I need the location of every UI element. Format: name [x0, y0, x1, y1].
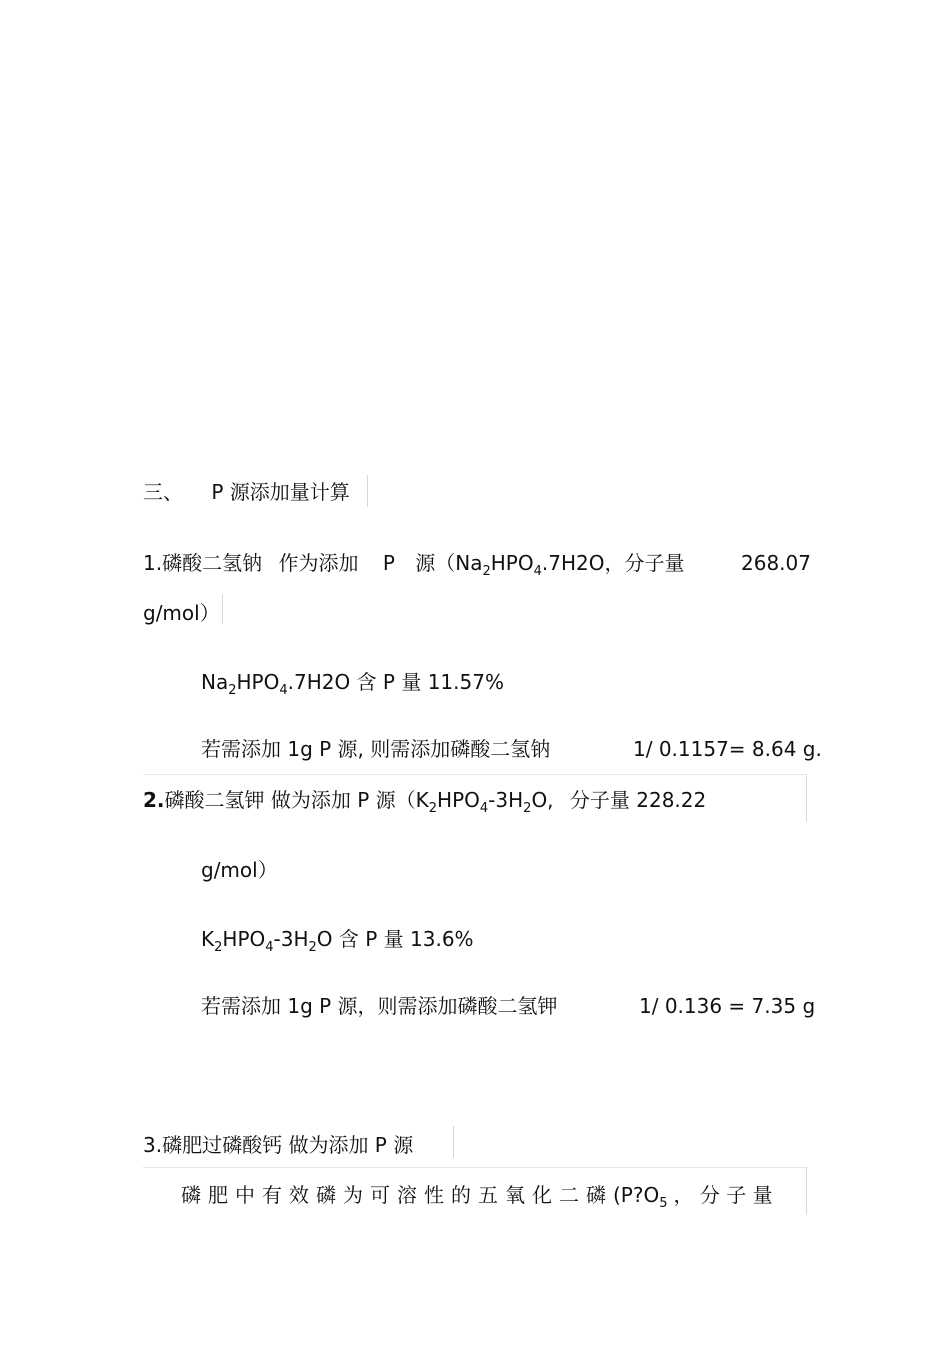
item1-content	[201, 670, 504, 698]
item1-mw-label: 分子量	[624, 551, 685, 575]
item2-mw: 分子量 228.22	[569, 788, 707, 812]
item2-unit: g/mol）	[201, 858, 278, 882]
item1-p: P	[382, 551, 395, 575]
formula-subscript: 2	[428, 801, 438, 816]
formula-text: -3H	[488, 788, 524, 812]
formula-text: O,	[531, 788, 554, 812]
divider	[143, 774, 807, 775]
divider	[222, 594, 223, 624]
item1-unit: g/mol）	[143, 601, 220, 625]
formula-subscript: 4	[279, 683, 288, 698]
item2-heading	[143, 788, 706, 816]
item3-title: 3.磷肥过磷酸钙 做为添加 P 源	[143, 1133, 414, 1157]
formula-subscript: 2	[214, 940, 223, 955]
formula-text: HPO	[437, 788, 480, 812]
formula-subscript: 4	[479, 801, 489, 816]
formula-text: Na	[201, 670, 229, 694]
item1-number: 1.	[143, 551, 163, 575]
item2-calc-left: 若需添加 1g P 源，则需添加磷酸二氢钾	[201, 994, 558, 1018]
formula-text: HPO	[222, 927, 266, 951]
item1-calc-left: 若需添加 1g P 源, 则需添加磷酸二氢钠	[201, 737, 551, 761]
item2-name: 磷酸二氢钾 做为添加 P 源（K	[164, 788, 429, 812]
formula-subscript: 4	[533, 564, 542, 579]
item2-calc-right: 1/ 0.136 = 7.35 g	[639, 994, 816, 1018]
divider	[367, 475, 368, 507]
item2-content	[201, 927, 474, 955]
item1-comma: ，	[604, 551, 625, 575]
formula-text: .7H2O 含 P 量 11.57%	[287, 670, 504, 694]
formula-text: .7H2O	[541, 551, 605, 575]
item3-desc-main: 磷肥中有效磷为可溶性的五氧化二磷	[181, 1183, 613, 1207]
formula-text: O 含 P 量 13.6%	[316, 927, 474, 951]
item1-name: 磷酸二氢钠	[162, 551, 263, 575]
formula-subscript: 2	[523, 801, 532, 816]
formula-text: HPO	[236, 670, 280, 694]
divider	[453, 1126, 454, 1158]
item1-mw-value: 268.07	[741, 551, 811, 575]
formula-subscript: 2	[308, 940, 317, 955]
section-heading	[143, 480, 350, 504]
section-number: 三、	[143, 480, 183, 504]
item1-src: 源（	[415, 551, 456, 575]
section-title: P 源添加量计算	[211, 480, 350, 504]
formula-text: (P?O	[613, 1183, 660, 1207]
item1-heading	[143, 551, 684, 579]
formula-text: HPO	[490, 551, 534, 575]
item1-as-p: 作为添加	[278, 551, 359, 575]
divider	[806, 1167, 807, 1215]
formula-text: -3H	[273, 927, 309, 951]
divider	[143, 1167, 807, 1168]
item3-desc-tail: ， 分 子 量	[673, 1183, 773, 1207]
item1-formula	[455, 551, 605, 579]
formula-subscript: 5	[659, 1196, 668, 1211]
formula-subscript: 4	[265, 940, 274, 955]
formula-subscript: 2	[482, 564, 491, 579]
item1-calc-right: 1/ 0.1157= 8.64 g.	[633, 737, 822, 761]
formula-text: Na	[455, 551, 483, 575]
formula-subscript: 2	[228, 683, 237, 698]
item3-description	[181, 1183, 773, 1211]
formula-text: K	[201, 927, 215, 951]
divider	[806, 774, 807, 822]
item2-number: 2.	[143, 788, 165, 812]
